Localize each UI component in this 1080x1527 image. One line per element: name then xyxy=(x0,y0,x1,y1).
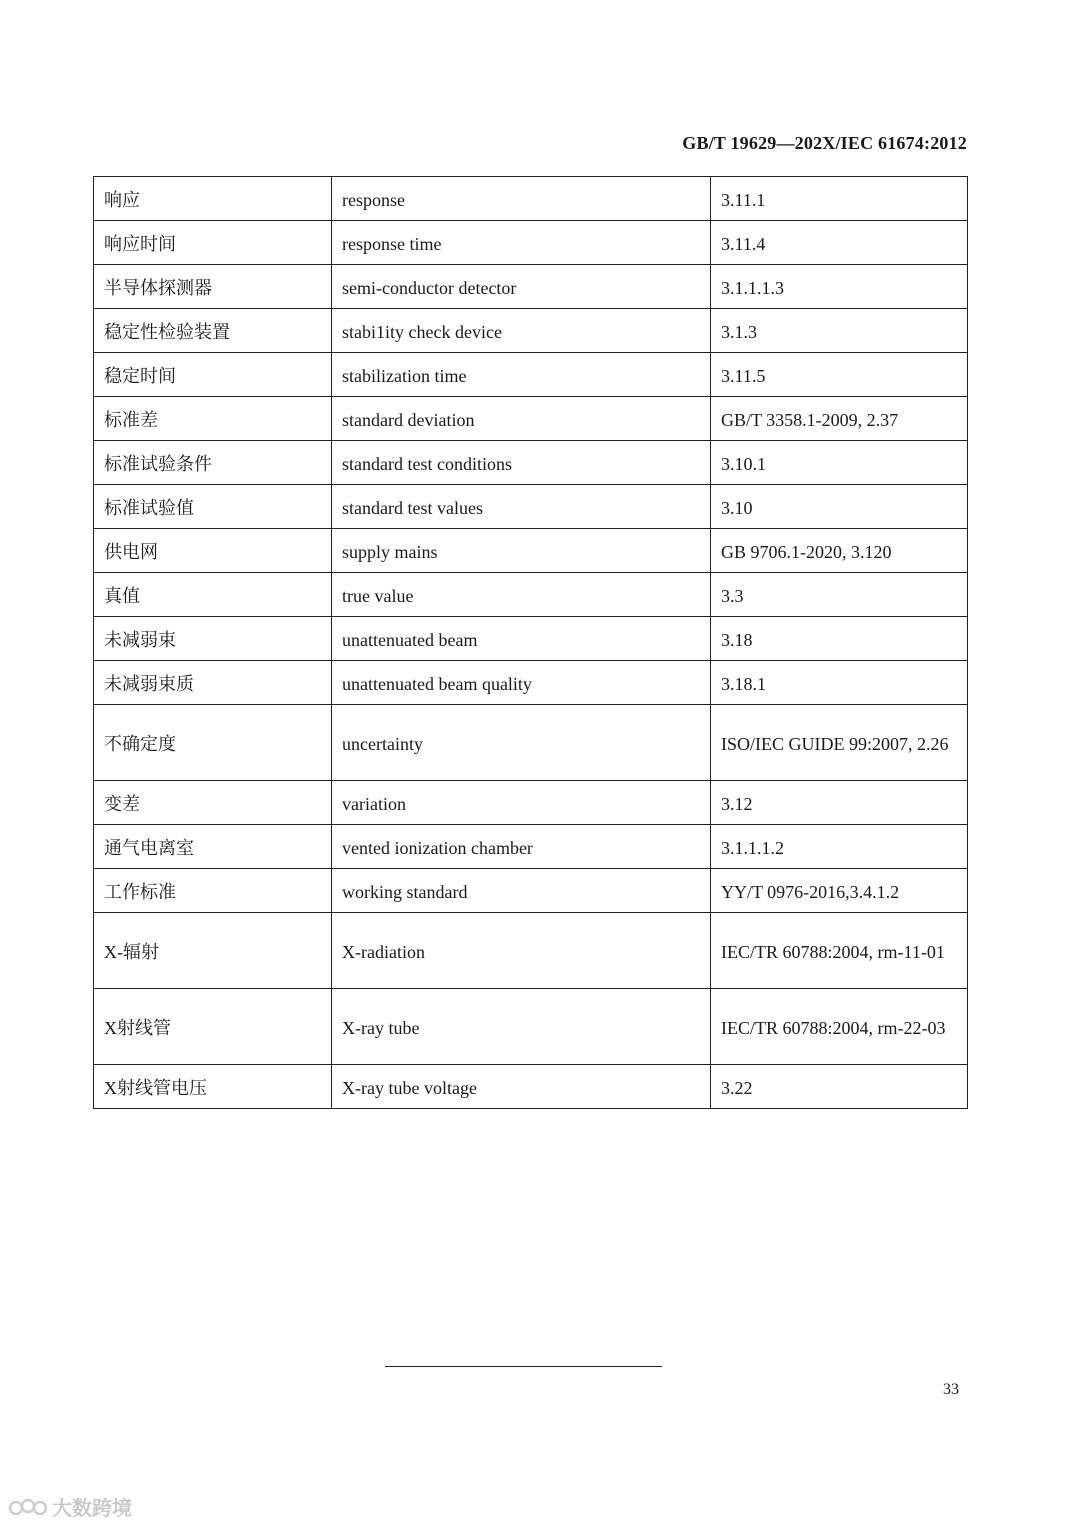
table-row xyxy=(94,1065,968,1109)
term-en: response xyxy=(332,177,711,221)
term-zh: 供电网 xyxy=(94,529,332,573)
document-header: GB/T 19629—202X/IEC 61674:2012 xyxy=(682,133,967,153)
table-row xyxy=(94,913,968,989)
watermark xyxy=(8,1492,132,1521)
term-ref: 3.22 xyxy=(711,1065,968,1109)
term-en: response time xyxy=(332,221,711,265)
term-en: unattenuated beam quality xyxy=(332,661,711,705)
term-ref: 3.1.3 xyxy=(711,309,968,353)
term-en: true value xyxy=(332,573,711,617)
term-zh: 标准试验值 xyxy=(94,485,332,529)
term-zh: 通气电离室 xyxy=(94,825,332,869)
term-ref: 3.10.1 xyxy=(711,441,968,485)
term-zh: 稳定性检验装置 xyxy=(94,309,332,353)
table-row xyxy=(94,781,968,825)
table-row xyxy=(94,177,968,221)
term-zh: 真值 xyxy=(94,573,332,617)
table-row xyxy=(94,989,968,1065)
term-zh: X射线管电压 xyxy=(94,1065,332,1109)
term-en: working standard xyxy=(332,869,711,913)
term-en: standard test conditions xyxy=(332,441,711,485)
term-zh: 工作标准 xyxy=(94,869,332,913)
logo-icon xyxy=(8,1496,48,1518)
term-en: X-ray tube voltage xyxy=(332,1065,711,1109)
term-ref: 3.18 xyxy=(711,617,968,661)
term-zh: 响应时间 xyxy=(94,221,332,265)
term-zh: 未减弱束质 xyxy=(94,661,332,705)
table-row xyxy=(94,265,968,309)
term-ref: 3.11.1 xyxy=(711,177,968,221)
term-ref: 3.3 xyxy=(711,573,968,617)
terms-table xyxy=(93,176,968,1109)
table-row xyxy=(94,485,968,529)
term-en: unattenuated beam xyxy=(332,617,711,661)
footnote-separator xyxy=(385,1366,662,1367)
term-ref: 3.10 xyxy=(711,485,968,529)
term-en: stabilization time xyxy=(332,353,711,397)
table-row xyxy=(94,825,968,869)
term-zh: 稳定时间 xyxy=(94,353,332,397)
term-en: standard test values xyxy=(332,485,711,529)
term-zh: 响应 xyxy=(94,177,332,221)
term-zh: X-辐射 xyxy=(94,913,332,989)
table-row xyxy=(94,573,968,617)
term-en: variation xyxy=(332,781,711,825)
page-number: 33 xyxy=(943,1381,959,1398)
term-zh: 未减弱束 xyxy=(94,617,332,661)
table-row xyxy=(94,869,968,913)
table-row xyxy=(94,221,968,265)
table-row xyxy=(94,705,968,781)
term-en: uncertainty xyxy=(332,705,711,781)
term-zh: 变差 xyxy=(94,781,332,825)
term-en: supply mains xyxy=(332,529,711,573)
term-ref: 3.12 xyxy=(711,781,968,825)
table-row xyxy=(94,353,968,397)
term-en: standard deviation xyxy=(332,397,711,441)
table-row xyxy=(94,617,968,661)
table-row xyxy=(94,441,968,485)
term-zh: 标准差 xyxy=(94,397,332,441)
table-row xyxy=(94,397,968,441)
term-ref: 3.18.1 xyxy=(711,661,968,705)
term-en: X-radiation xyxy=(332,913,711,989)
term-zh: X射线管 xyxy=(94,989,332,1065)
term-zh: 标准试验条件 xyxy=(94,441,332,485)
term-en: stabi1ity check device xyxy=(332,309,711,353)
term-ref: YY/T 0976-2016,3.4.1.2 xyxy=(711,869,968,913)
table-row xyxy=(94,529,968,573)
term-ref: 3.1.1.1.2 xyxy=(711,825,968,869)
table-row xyxy=(94,309,968,353)
term-zh: 不确定度 xyxy=(94,705,332,781)
watermark-text: 大数跨境 xyxy=(52,1496,132,1520)
term-en: semi-conductor detector xyxy=(332,265,711,309)
term-ref: IEC/TR 60788:2004, rm-11-01 xyxy=(711,913,968,989)
term-ref: IEC/TR 60788:2004, rm-22-03 xyxy=(711,989,968,1065)
table-row xyxy=(94,661,968,705)
term-ref: GB/T 3358.1-2009, 2.37 xyxy=(711,397,968,441)
term-ref: 3.11.5 xyxy=(711,353,968,397)
term-ref: ISO/IEC GUIDE 99:2007, 2.26 xyxy=(711,705,968,781)
term-zh: 半导体探测器 xyxy=(94,265,332,309)
term-ref: 3.11.4 xyxy=(711,221,968,265)
term-en: vented ionization chamber xyxy=(332,825,711,869)
term-en: X-ray tube xyxy=(332,989,711,1065)
term-ref: GB 9706.1-2020, 3.120 xyxy=(711,529,968,573)
term-ref: 3.1.1.1.3 xyxy=(711,265,968,309)
